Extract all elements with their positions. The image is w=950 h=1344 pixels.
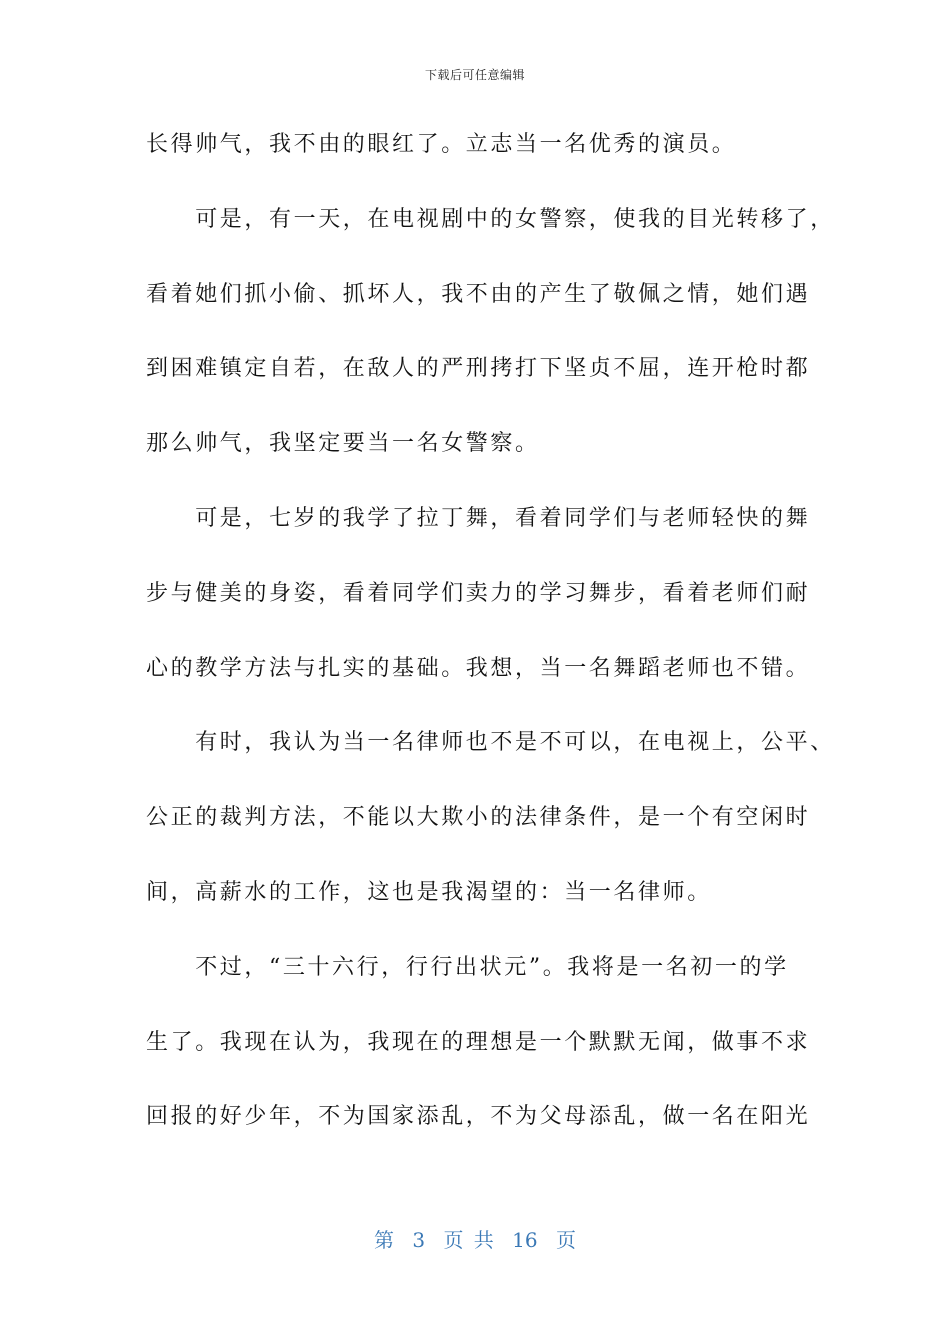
body-line: 看着她们抓小偷、抓坏人，我不由的产生了敬佩之情，她们遇: [146, 281, 811, 307]
body-line: 可是，有一天，在电视剧中的女警察，使我的目光转移了，: [146, 206, 835, 232]
current-page-number: 3: [412, 1228, 426, 1252]
page-footer: [0, 1224, 950, 1253]
total-pages-number: 16: [512, 1228, 538, 1252]
body-line: 可是，七岁的我学了拉丁舞，看着同学们与老师轻快的舞: [146, 505, 811, 531]
body-line: 生了。我现在认为，我现在的理想是一个默默无闻，做事不求: [146, 1029, 811, 1055]
page-label-prefix: 第: [374, 1228, 394, 1252]
page-header: 下载后可任意编辑: [424, 68, 525, 82]
body-line: 到困难镇定自若，在敌人的严刑拷打下坚贞不屈，连开枪时都: [146, 356, 811, 382]
body-line: 有时，我认为当一名律师也不是不可以，在电视上，公平、: [146, 730, 835, 756]
page-label-mid: 页 共: [443, 1228, 494, 1252]
body-line: 回报的好少年，不为国家添乱，不为父母添乱，做一名在阳光: [146, 1104, 811, 1130]
document-body: [146, 124, 835, 1171]
body-line: 公正的裁判方法，不能以大欺小的法律条件，是一个有空闲时: [146, 805, 811, 831]
body-line: 那么帅气，我坚定要当一名女警察。: [146, 431, 540, 457]
body-line: 步与健美的身姿，看着同学们卖力的学习舞步，看着老师们耐: [146, 580, 811, 606]
body-line: 间，高薪水的工作，这也是我渴望的：当一名律师。: [146, 879, 712, 905]
body-line: 心的教学方法与扎实的基础。我想，当一名舞蹈老师也不错。: [146, 655, 811, 681]
body-line: 长得帅气，我不由的眼红了。立志当一名优秀的演员。: [146, 132, 737, 157]
body-line: 不过，“三十六行，行行出状元”。我将是一名初一的学: [146, 954, 789, 980]
page-label-suffix: 页: [555, 1228, 576, 1252]
